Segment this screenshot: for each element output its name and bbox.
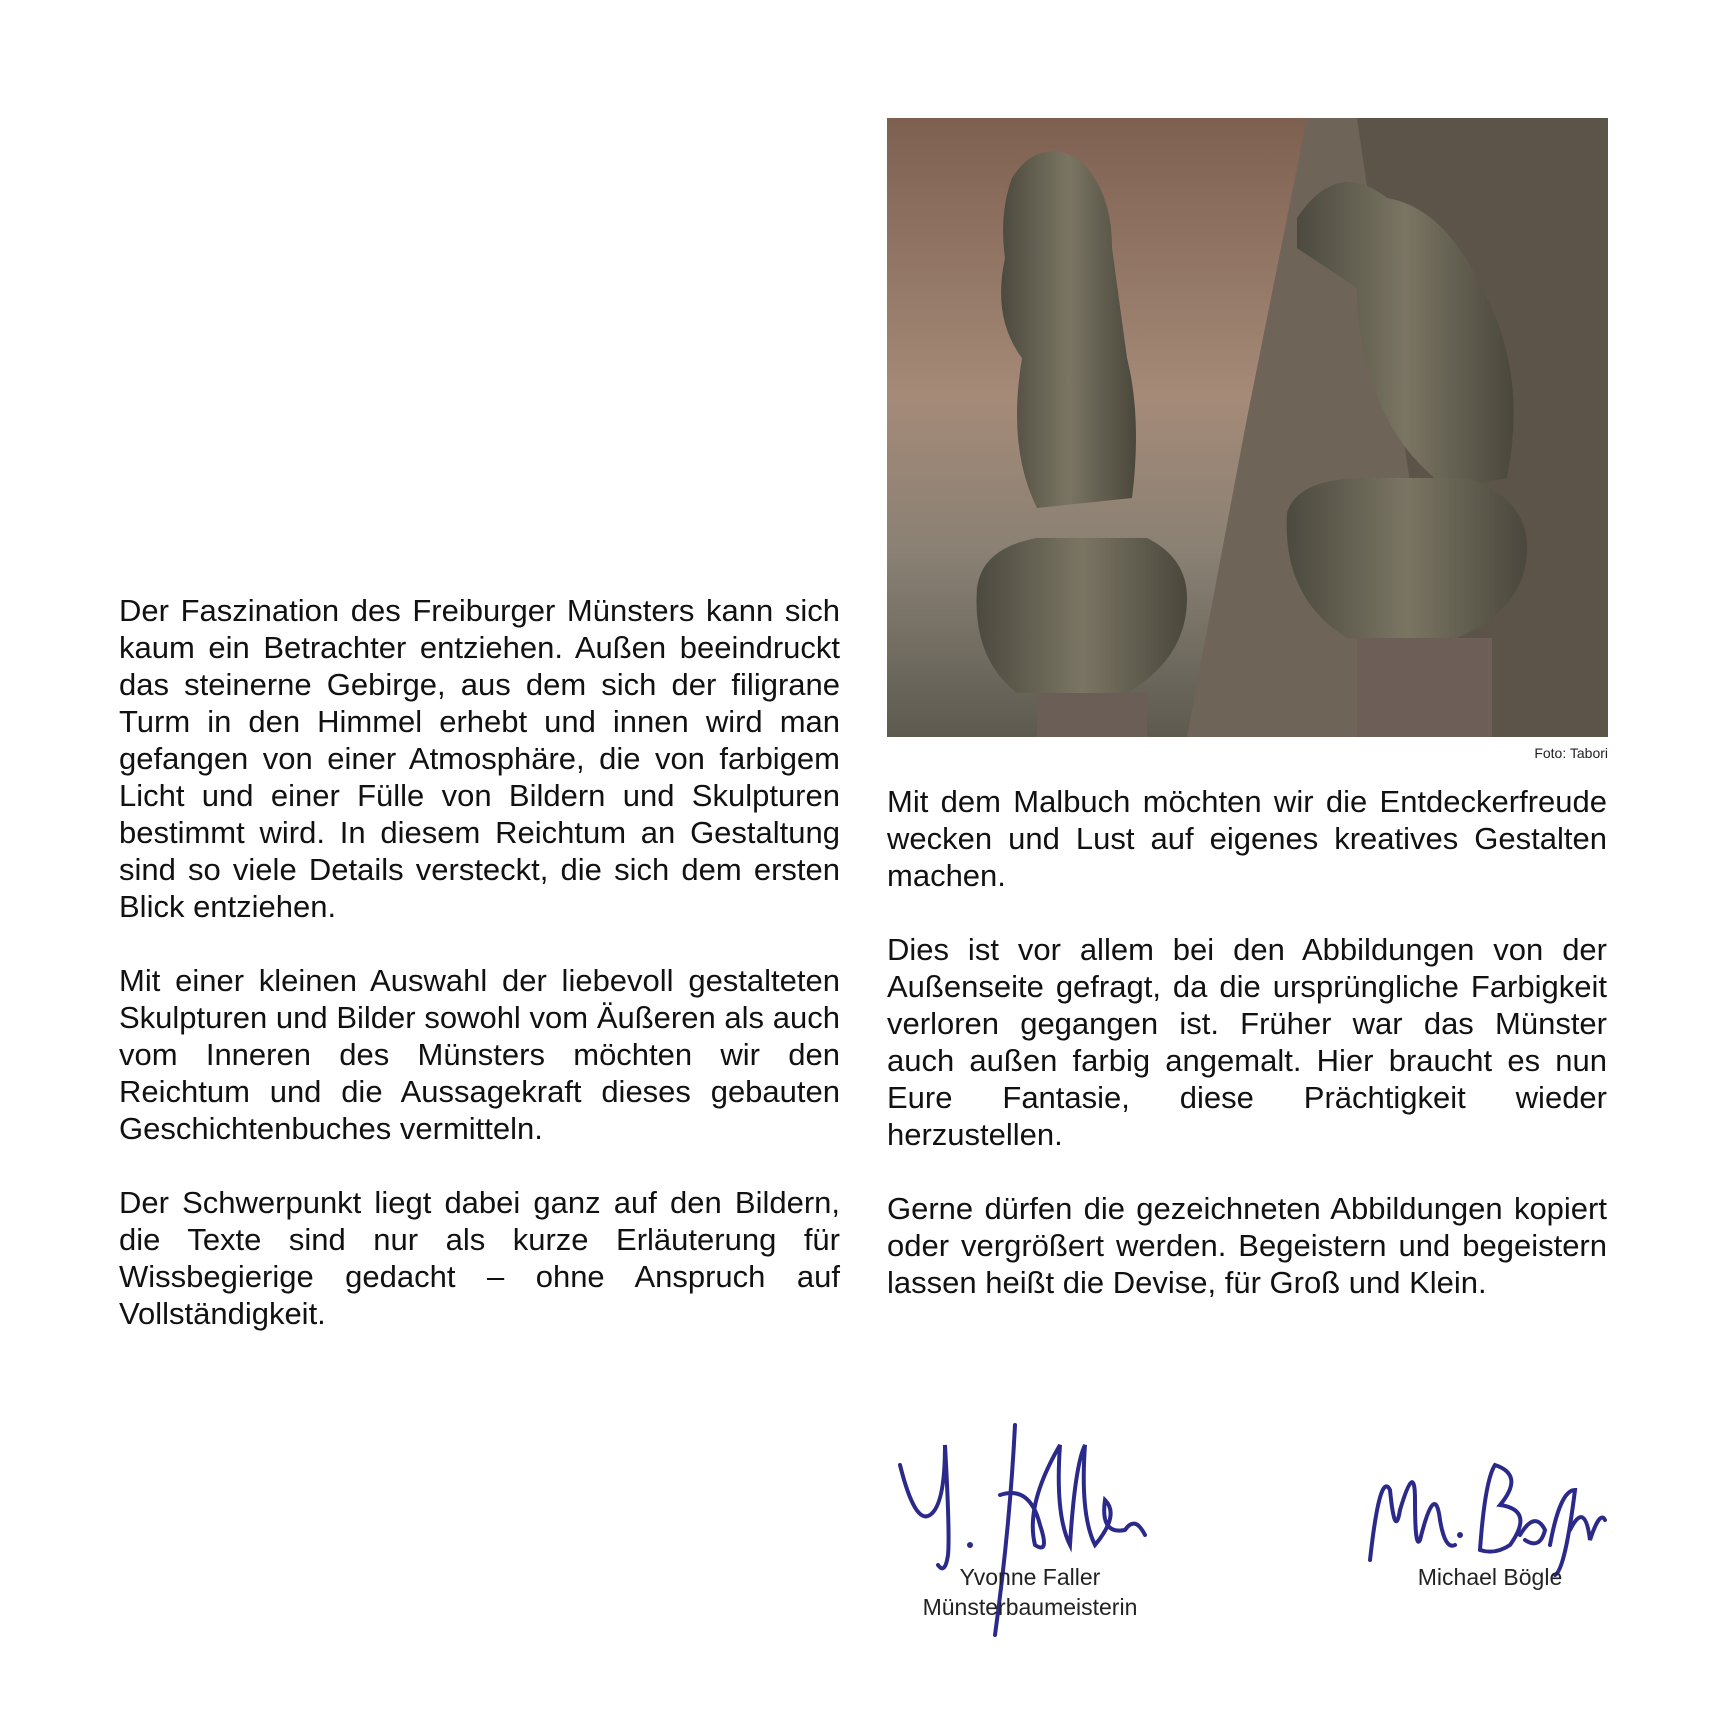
- paragraph: Dies ist vor allem bei den Abbildungen von der Außenseite gefragt, da die ursprüngliche Farbigkeit verloren gegangen ist. Früher war das Münster auch außen farbig angemalt. Hier braucht es nun Eure Fantasie, diese Prächtigkeit wieder herzustellen.: [887, 932, 1607, 1152]
- sculpture-photo: [887, 118, 1608, 737]
- intro-text-left: [119, 592, 840, 1369]
- signer-name-faller: [885, 1562, 1175, 1622]
- photo-credit: Foto: Tabori: [1534, 745, 1608, 761]
- paragraph: Mit einer kleinen Auswahl der liebevoll gestalteten Skulpturen und Bilder sowohl vom Äußeren als auch vom Inneren des Münsters möchten wir den Reichtum und die Aussagekraft dieses gebauten Geschichtenbuches vermitteln.: [119, 963, 840, 1146]
- signer-name: Yvonne Faller: [959, 1564, 1101, 1590]
- signature-boegle: [1360, 1450, 1610, 1580]
- signer-title: Münsterbaumeisterin: [922, 1594, 1138, 1620]
- paragraph: Gerne dürfen die gezeichneten Abbildungen kopiert oder vergrößert werden. Begeistern und begeistern lassen heißt die Devise, für Groß und Klein.: [887, 1191, 1607, 1300]
- paragraph: Der Faszination des Freiburger Münsters kann sich kaum ein Betrachter entziehen. Außen beeindruckt das steinerne Gebirge, aus dem sich der filigrane Turm in den Himmel erhebt und innen wird man gefangen von einer Atmosphäre, die von farbigem Licht und einer Fülle von Bildern und Skulpturen bestimmt wird. In diesem Reichtum an Gestaltung sind so viele Details versteckt, die sich dem ersten Blick entziehen.: [119, 593, 840, 924]
- paragraph: Der Schwerpunkt liegt dabei ganz auf den Bildern, die Texte sind nur als kurze Erläuterung für Wissbegierige gedacht – ohne Anspruch auf Vollständigkeit.: [119, 1185, 840, 1331]
- signer-name-boegle: [1370, 1562, 1610, 1592]
- paragraph: Mit dem Malbuch möchten wir die Entdeckerfreude wecken und Lust auf eigenes kreatives Gestalten machen.: [887, 784, 1607, 893]
- signer-name: Michael Bögle: [1417, 1564, 1563, 1590]
- intro-text-right: [887, 783, 1607, 1338]
